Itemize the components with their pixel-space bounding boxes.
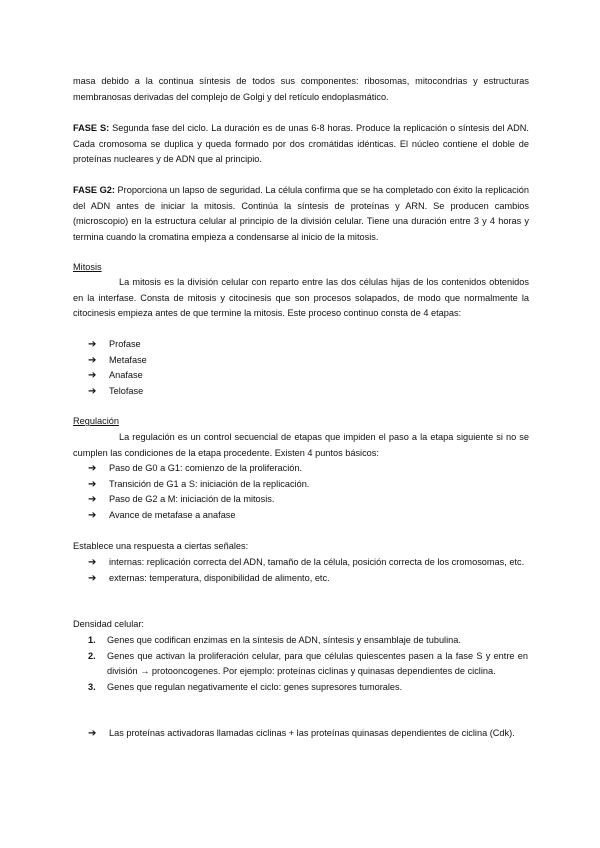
- list-item: [88, 633, 528, 649]
- fase-s-text: Segunda fase del ciclo. La duración es de unas 6-8 horas. Produce la replicación o síntesis del ADN. Cada cromosoma se duplica y queda formado por dos cromátidas idénticas. El núcleo contiene el doble de proteínas nucleares y de ADN que al principio.: [73, 123, 529, 164]
- signal-label: internas: replicación correcta del ADN, tamaño de la célula, posición correcta de los cromosomas, etc.: [109, 557, 525, 567]
- list-item: [88, 726, 528, 742]
- fase-g2-text: Proporciona un lapso de seguridad. La célula confirma que se ha completado con éxito la replicación del ADN antes de iniciar la mitosis. Continúa la síntesis de proteínas y ARN. Se producen cambios (microscopio) en la estructura celular al principio de la división celular. Tiene una duración entre 3 y 4 horas y termina cuando la cromatina empieza a condensarse al inicio de la mitosis.: [73, 185, 529, 242]
- stage-label: Telofase: [109, 385, 144, 396]
- arrow-icon: ➔: [88, 572, 97, 584]
- arrow-icon: ➔: [88, 354, 97, 366]
- arrow-icon: ➔: [88, 509, 97, 521]
- mitosis-stages-list: [88, 337, 147, 399]
- final-text: Las proteínas activadoras llamadas ciclinas + las proteínas quinasas dependientes de ciclina (Cdk).: [109, 728, 515, 738]
- item-number: 2.: [88, 650, 96, 661]
- stage-label: Metafase: [109, 354, 147, 365]
- list-item: [88, 555, 528, 571]
- fase-g2-label: FASE G2:: [73, 185, 115, 195]
- arrow-icon: ➔: [88, 339, 97, 350]
- arrow-icon: ➔: [88, 478, 97, 490]
- list-item: [88, 368, 147, 384]
- item-text: Genes que activan la proliferación celular, para que células quiescentes pasen a la fase S y entre en división → protooncogenes. Por ejemplo: proteínas ciclinas y quinasas dependientes de ciclina.: [107, 650, 528, 676]
- arrow-icon: ➔: [88, 385, 97, 397]
- fase-s-label: FASE S:: [73, 123, 110, 133]
- paragraph-fase-s: [73, 121, 529, 168]
- list-item: [88, 680, 528, 696]
- arrow-icon: ➔: [88, 728, 97, 739]
- item-number: 1.: [88, 635, 96, 645]
- list-item: [88, 571, 528, 587]
- paragraph-intro: masa debido a la continua síntesis de todos sus componentes: ribosomas, mitocondrias y estructuras membranosas derivadas del complejo de Golgi y del retículo endoplasmático.: [73, 76, 529, 102]
- list-item: [88, 477, 309, 493]
- senales-intro: Establece una respuesta a ciertas señales:: [73, 541, 249, 551]
- regulation-points-list: [88, 461, 309, 523]
- list-item: [88, 649, 528, 680]
- arrow-icon: ➔: [88, 463, 97, 474]
- paragraph-mitosis: La mitosis es la división celular con reparto entre las dos células hijas de los contenidos obtenidos en la interfase. Consta de mitosis y citocinesis que son procesos solapados, de modo que normalmente la citocinesis empieza antes de que termine la mitosis. Este proceso continuo consta de 4 etapas:: [73, 277, 529, 318]
- densidad-list: [88, 633, 528, 695]
- arrow-icon: ➔: [88, 494, 97, 505]
- item-text: Genes que regulan negativamente el ciclo: genes supresores tumorales.: [107, 681, 403, 692]
- senales-list: [88, 555, 528, 586]
- densidad-intro: Densidad celular:: [73, 619, 144, 629]
- point-label: Paso de G2 a M: iniciación de la mitosis.: [109, 494, 275, 504]
- arrow-icon: ➔: [88, 370, 97, 381]
- paragraph-fase-g2: [73, 183, 529, 245]
- arrow-icon: ➔: [88, 557, 97, 568]
- item-number: 3.: [88, 681, 96, 692]
- point-label: Avance de metafase a anafase: [109, 509, 236, 520]
- point-label: Transición de G1 a S: iniciación de la replicación.: [109, 478, 310, 489]
- stage-label: Profase: [109, 339, 141, 349]
- final-list: [88, 726, 528, 742]
- point-label: Paso de G0 a G1: comienzo de la proliferación.: [109, 463, 303, 473]
- heading-mitosis: Mitosis: [73, 262, 102, 272]
- list-item: [88, 492, 309, 508]
- list-item: [88, 353, 147, 369]
- list-item: [88, 337, 147, 353]
- item-text: Genes que codifican enzimas en la síntesis de ADN, síntesis y ensamblaje de tubulina.: [107, 635, 461, 645]
- signal-label: externas: temperatura, disponibilidad de alimento, etc.: [109, 572, 330, 583]
- list-item: [88, 508, 309, 524]
- paragraph-regulacion: La regulación es un control secuencial de etapas que impiden el paso a la etapa siguiente si no se cumplen las condiciones de la etapa procedente. Existen 4 puntos básicos:: [73, 432, 529, 458]
- stage-label: Anafase: [109, 370, 143, 380]
- list-item: [88, 461, 309, 477]
- list-item: [88, 384, 147, 400]
- heading-regulacion: Regulación: [73, 416, 119, 426]
